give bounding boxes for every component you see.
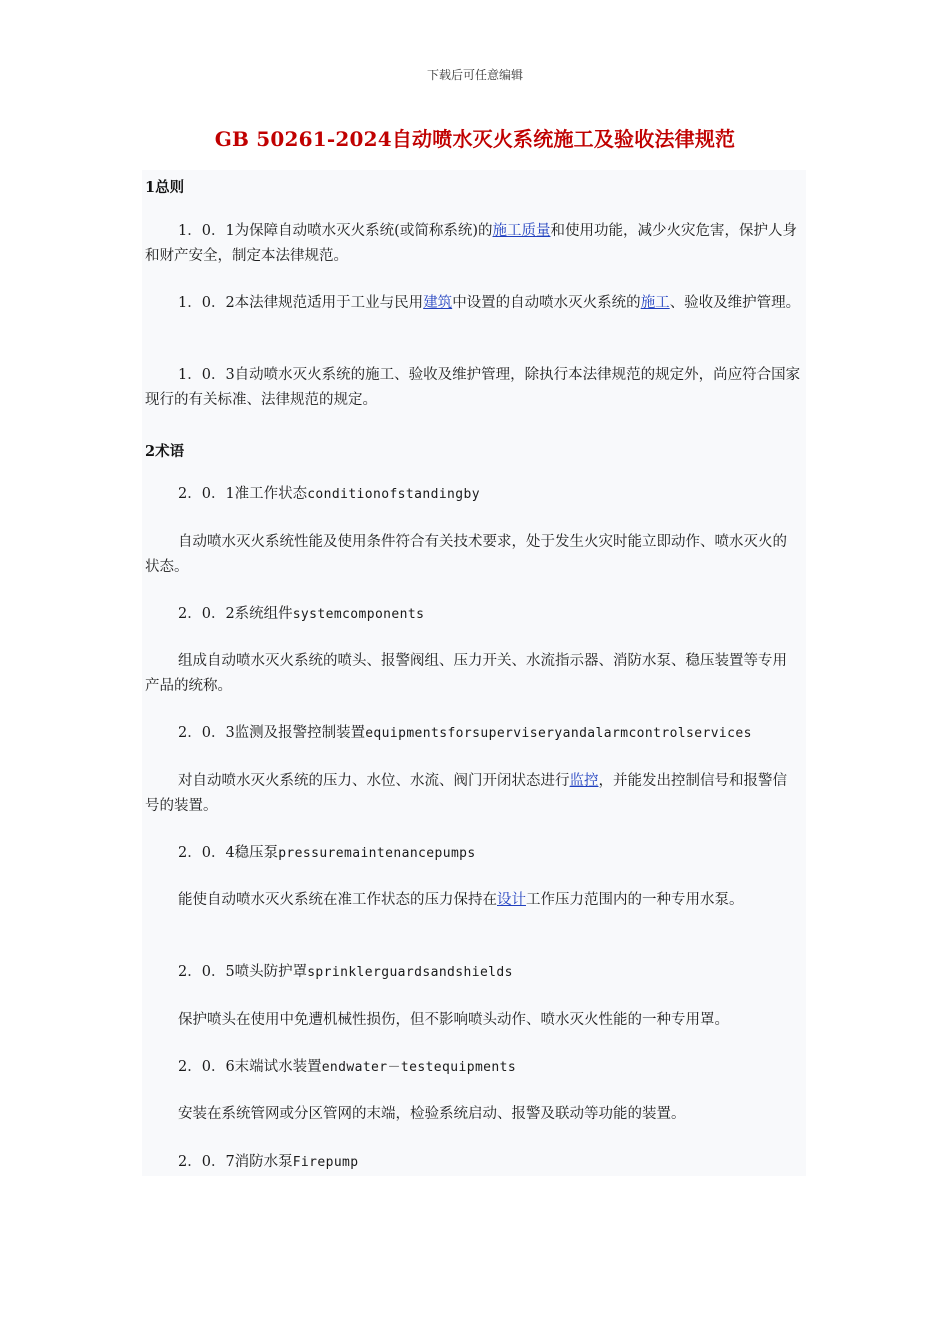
link-building[interactable]: 建筑 (423, 295, 453, 311)
term-cn: 2．0．3监测及报警控制装置 (178, 725, 366, 741)
term-2-0-5 (145, 960, 801, 985)
term-en: Firepump (292, 1155, 359, 1170)
definition-2-0-3 (145, 769, 801, 819)
term-2-0-3 (145, 721, 801, 746)
definition-text: 工作压力范围内的一种专用水泵。 (526, 892, 744, 908)
term-2-0-1 (145, 482, 801, 507)
definition-2-0-5: 保护喷头在使用中免遭机械性损伤，但不影响喷头动作、喷水灭火性能的一种专用罩。 (178, 1012, 729, 1028)
link-construction-quality[interactable]: 施工质量 (492, 223, 551, 239)
term-cn: 2．0．7消防水泵 (178, 1154, 293, 1170)
term-2-0-7 (145, 1150, 801, 1175)
clause-text: 1．0．2本法律规范适用于工业与民用 (178, 295, 424, 311)
term-en: equipmentsforsuperviseryandalarmcontrolservices (365, 726, 752, 741)
header-watermark: 下载后可任意编辑 (426, 68, 523, 82)
link-monitoring[interactable]: 监控 (569, 773, 599, 789)
clause-1-0-1 (145, 219, 801, 269)
term-cn: 2．0．1准工作状态 (178, 486, 308, 502)
clause-text: 和使用功能，减少火灾危害，保护人身和财产安全，制定本法律规范。 (145, 223, 797, 264)
term-en: sprinklerguardsandshields (307, 965, 513, 980)
term-cn: 2．0．5喷头防护罩 (178, 964, 308, 980)
clause-text: 、验收及维护管理。 (669, 295, 801, 311)
section-heading-general: 1总则 (145, 179, 185, 196)
term-cn: 2．0．2系统组件 (178, 606, 293, 622)
clause-1-0-3: 1．0．3自动喷水灭火系统的施工、验收及维护管理，除执行本法律规范的规定外，尚应符合国家现行的有关标准、法律规范的规定。 (145, 367, 801, 408)
term-en: endwater－testequipments (321, 1060, 517, 1075)
clause-1-0-2 (145, 291, 801, 316)
term-en: pressuremaintenancepumps (278, 846, 476, 861)
term-cn: 2．0．4稳压泵 (178, 845, 279, 861)
term-en: conditionofstandingby (307, 487, 480, 502)
clause-text: 1．0．1为保障自动喷水灭火系统(或简称系统)的 (178, 223, 493, 239)
definition-2-0-4 (145, 888, 801, 913)
clause-text: 中设置的自动喷水灭火系统的 (452, 295, 641, 311)
definition-2-0-6: 安装在系统管网或分区管网的末端，检验系统启动、报警及联动等功能的装置。 (178, 1106, 686, 1122)
term-cn: 2．0．6末端试水装置 (178, 1059, 322, 1075)
term-2-0-2 (145, 602, 801, 627)
definition-2-0-1: 自动喷水灭火系统性能及使用条件符合有关技术要求，处于发生火灾时能立即动作、喷水灭火的状态。 (145, 534, 787, 575)
definition-2-0-2: 组成自动喷水灭火系统的喷头、报警阀组、压力开关、水流指示器、消防水泵、稳压装置等专用产品的统称。 (145, 653, 787, 694)
document-title: GB 50261-2024自动喷水灭火系统施工及验收法律规范 (214, 127, 736, 151)
term-2-0-4 (145, 841, 801, 866)
link-construction[interactable]: 施工 (640, 295, 670, 311)
term-en: systemcomponents (292, 607, 425, 622)
link-design[interactable]: 设计 (497, 892, 526, 908)
term-2-0-6 (145, 1055, 801, 1080)
definition-text: 对自动喷水灭火系统的压力、水位、水流、阀门开闭状态进行 (178, 773, 570, 789)
definition-text: ，并能发出控制信号和报警信号的装置。 (145, 773, 787, 814)
document-body (142, 170, 806, 1176)
section-heading-terms: 2术语 (145, 443, 185, 460)
definition-text: 能使自动喷水灭火系统在准工作状态的压力保持在 (178, 892, 497, 908)
